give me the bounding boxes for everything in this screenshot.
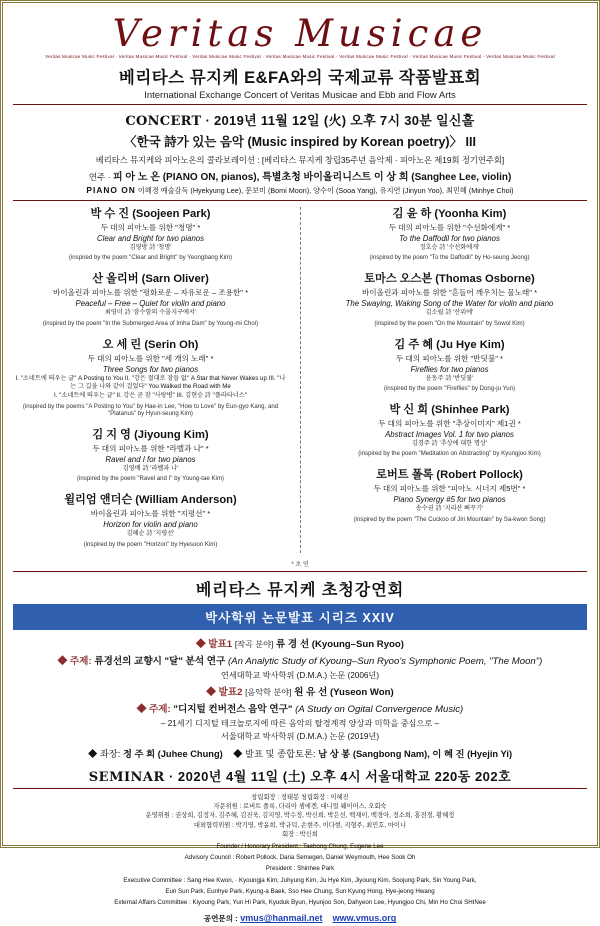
work-inspired-note: (inspired by the poem "Fireflies" by Dong-ju Yun): [383, 385, 516, 393]
seminar-row: [13, 653, 587, 667]
program-item: [312, 401, 587, 457]
performers-label: 연주: [88, 172, 106, 182]
work-source-poem: 김소월 詩 '산위에': [425, 309, 474, 317]
work-title-en: Fireflies for two pianos: [410, 364, 489, 374]
program-item: [13, 270, 288, 326]
seminar-row-text-en: (A Study on Ogital Convergence Music): [295, 703, 464, 715]
program-column-right: [300, 205, 587, 557]
premiere-note: * 초 연: [291, 561, 309, 568]
seminar-panel-mark: ◆ 발표 및 종합토론:: [233, 748, 316, 759]
seminar-footer: SEMINAR · 2020년 4월 11일 (土) 오후 4시 서울대학교 220동 202호: [88, 768, 512, 785]
work-title-en: Clear and Bright for two pianos: [96, 234, 205, 243]
work-title-kr: 바이올린과 피아노를 위한 "지평선" *: [90, 509, 211, 519]
seminar-row-sub2: – 21세기 디지털 테크놀로지에 따른 음악의 탈경계적 양상과 미학을 중심으로 –: [160, 718, 440, 728]
seminar-footer-value: 2020년 4월 11일 (土) 오후 4시 서울대학교 220동 202호: [177, 768, 512, 784]
seminar-row-mark: ◆ 발표1: [196, 638, 233, 650]
seminar-row-marksub: [음악학 분야]: [245, 687, 292, 697]
seminar-row: [13, 636, 587, 650]
contact-row: [13, 912, 587, 926]
seminar-section: [13, 577, 587, 785]
masthead: [13, 12, 587, 201]
contact-separator: [325, 913, 330, 923]
pianoon-label: PIANO ON: [86, 185, 136, 195]
divider-under-header: [13, 200, 587, 201]
work-source-poem: 김영배 詩 '라벨과 나': [122, 464, 179, 472]
work-inspired-note: (inspired by the poem "Horizon" by Hyesoon Kim): [83, 540, 218, 548]
program-item: [13, 426, 288, 482]
work-source-poem: 윤동주 詩 '반딧불': [425, 374, 474, 382]
contact-label: 공연문의 :: [203, 914, 238, 924]
work-inspired-note: (inspired by the poem "In the Submerged Area of Imha Dam" by Young-mi Choi): [42, 319, 259, 327]
composer-name: 윌리엄 앤더슨 (William Anderson): [64, 494, 237, 507]
seminar-title: 베리타스 뮤지케 초청강연회: [195, 581, 405, 599]
seminar-row-text: 류경선의 교향시 "달" 분석 연구: [94, 655, 226, 667]
composer-name: 박 신 희 (Shinhee Park): [389, 404, 510, 417]
program-item: [13, 491, 288, 547]
work-inspired-note: (inspired by the poem "Ravel and I" by Young-tae Kim): [77, 475, 224, 483]
seminar-row-sub: 서울대학교 박사학위 (D.M.A.) 논문 (2019년): [220, 731, 380, 741]
work-source-poem: 김혜순 詩 '지평선': [126, 530, 175, 538]
seminar-chairs-row: [13, 746, 587, 760]
work-source-poem: I. "소네트에 띄우는 글" II. 강은 곧 잠 "사랑병" III. 김현승 詩 "플라타너스": [54, 392, 247, 400]
seminar-row-text-en: (An Analytic Study of Kyoung–Sun Ryoo's Symphonic Poem, "The Moon"): [227, 655, 543, 667]
credit-line-en: President : Shinhee Park: [265, 865, 335, 873]
work-title-en: Ravel and I for two pianos: [105, 454, 196, 464]
concert-line: [13, 110, 587, 129]
performers-value: 피 아 노 온 (PIANO ON, pianos), 특별초청 바이올리니스트 이 상 희 (Sanghee Lee, violin): [112, 172, 512, 183]
seminar-footer-label: SEMINAR: [88, 769, 165, 785]
work-inspired-note: (inspired by the poem "The Cuckoo of Jiri Mountain" by Sa-kwon Song): [353, 515, 546, 523]
divider-mid: [13, 571, 587, 572]
work-source-poem: 김영방 詩 '청명': [129, 244, 172, 251]
festival-strip: Veritas Musicae Music Festival · Veritas Musicae Music Festival · Veritas Musicae Music Festival · Veritas Musicae Music Festival · Veritas Musicae Music Festival · Veritas Musicae Music Festival · Veritas Musicae Music Festival: [45, 54, 555, 59]
seminar-panel-names: 남 상 봉 (Sangbong Nam), 이 혜 진 (Hyejin Yi): [318, 748, 513, 759]
concert-label: CONCERT: [125, 114, 202, 129]
work-title-kr: 두 대의 피아노를 위한 "청명" *: [100, 223, 201, 232]
seminar-row-text: 류 경 선 (Kyoung–Sun Ryoo): [275, 638, 404, 650]
credit-line-en: Eun Sun Park, Eunhye Park, Kyung-a Baek, Sso Hee Chung, Sun Kyung Hong, Hye-jeong Hwang: [165, 887, 435, 895]
work-title-kr: 두 대의 피아노를 위한 "수선화에게" *: [388, 223, 511, 232]
concert-collab: 베리타스 뮤지케와 피아노온의 콜라보레이션 : [베리타스 뮤지케 창립35주년 음악제 · 피아노온 제19회 정기연주회]: [95, 155, 505, 165]
pianoon-line: [13, 185, 587, 196]
credit-line-en: Executive Committee : Sang Hee Kwon, · Kyoungja Kim, Juhyung Kim, Ju Hye Kim, Jiyoung Kim, Soojung Park, Sin Young Park,: [123, 876, 477, 884]
work-title-kr: 두 대의 피아노를 위한 "피아노 시너지 제5번" *: [373, 484, 526, 494]
work-inspired-note: (inspired by the poem "On the Mountain" by Sowol Kim): [374, 319, 525, 327]
work-source-poem: 송수권 詩 '지리산 뻐꾸기': [415, 505, 484, 513]
work-title-kr: 두 대의 피아노를 위한 "반딧불" *: [396, 353, 503, 363]
program-column-left: [13, 205, 300, 557]
seminar-row-mark: ◆ 주제:: [136, 703, 171, 715]
seminar-row: [13, 701, 587, 715]
program-item: [312, 466, 587, 522]
seminar-chair-name: 정 주 희 (Juhee Chung): [122, 748, 223, 759]
credit-line-en: Founder / Honorary President : Taebong Chung, Eugene Lee: [216, 842, 384, 850]
festival-title: Veritas Musicae: [112, 12, 488, 55]
program-item: [312, 205, 587, 261]
work-title-en: Horizon for violin and piano: [103, 520, 198, 530]
composer-name: 김 지 영 (Jiyoung Kim): [92, 428, 209, 441]
program-item: [13, 205, 288, 261]
seminar-series-band: 박사학위 논문발표 시리즈 XXIV: [13, 604, 587, 630]
composer-name: 박 수 진 (Soojeen Park): [90, 208, 211, 220]
seminar-row: [13, 684, 587, 698]
credit-line-en: External Affairs Committee : Kiyoung Park, Yun Hi Park, Kyuduk Byun, Hyunjoo Son, Dahyeon Lee, Hyungjoo Chi, Min Ho Choi SHINee: [114, 899, 486, 907]
work-title-kr: 두 대의 피아노를 위한 "라벨과 나" *: [92, 443, 209, 453]
work-title-en: Piano Synergy #5 for two pianos: [393, 495, 506, 505]
work-title-kr: 두 대의 피아노를 위한 "추상이미지" 제1권 *: [378, 419, 521, 429]
header-korean: 베리타스 뮤지케 E&FA와의 국제교류 작품발표회: [118, 69, 482, 87]
work-title-en: Peaceful – Free – Quiet for violin and piano: [75, 299, 226, 309]
credit-line: 운영위원 : 권상희, 김정자, 김주혜, 김진욱, 김지영, 박수정, 박신희, 박은선, 백재이, 백경아, 정소희, 홍전경, 황혜정: [145, 812, 455, 820]
composer-name: 오 세 린 (Serin Oh): [102, 338, 199, 351]
work-inspired-note: (inspired by the poem "Clear and Bright" by Yeongbang Kim): [68, 254, 233, 262]
contact-email[interactable]: vmus@hanmail.net: [240, 913, 323, 924]
work-title-en: Abstract Images Vol. 1 for two pianos: [385, 430, 514, 440]
seminar-row-mark: ◆ 주제:: [57, 655, 92, 667]
header-english: International Exchange Concert of Veritas Musicae and Ebb and Flow Arts: [144, 90, 456, 101]
seminar-row-mark: ◆ 발표2: [206, 686, 243, 698]
seminar-chair-mark: ◆ 좌장:: [87, 748, 121, 759]
seminar-row-text: "디지털 컨버전스 음악 연구": [173, 703, 293, 715]
contact-website[interactable]: www.vmus.org: [332, 913, 397, 924]
work-title-en: To the Daffodil for two pianos: [399, 234, 500, 243]
work-source-poem: 최영미 詩 '잠수함의 수몰지구에서': [104, 309, 197, 317]
concert-dot: ·: [205, 113, 211, 128]
seminar-row-marksub: [작곡 분야]: [234, 639, 274, 649]
program-item: [312, 336, 587, 392]
composer-name: 김 주 혜 (Ju Hye Kim): [394, 338, 505, 351]
work-title-en: The Swaying, Waking Song of the Water for violin and piano: [345, 299, 554, 309]
work-title-kr: 두 대의 피아노를 위한 "세 개의 노래" *: [87, 353, 214, 363]
program-column-divider: [300, 207, 301, 553]
credit-line: 창립회장 : 정태봉 청립회장 : 이혜진: [251, 793, 349, 801]
work-inspired-note: (inspired by the poems "A Posting to You" by Hae-in Lee, "How to Love" by Eun-gyo Kang, and "Platanus" by Hyun-seung Kim): [22, 402, 279, 417]
work-title-en: Three Songs for two pianos: [102, 364, 199, 374]
pianoon-members: 이혜경 예술감독 (Hyekyung Lee), 문보미 (Bomi Moon), 양수이 (Sooa Yang), 유지연 (Jinyun Yoo), 최민혜 (Minhye Choi): [137, 186, 514, 195]
work-inspired-note: (inspired by the poem "Meditation on Abstracting" by Kyungjoo Kim): [358, 450, 541, 458]
program-item: [13, 336, 288, 417]
work-inspired-note: (inspired by the poem "To the Daffodil" by Ho-seung Jeong): [369, 254, 530, 262]
credit-line: 자문위원 : 로버트 폴록, 다리아 셈에겐, 대니얼 웨이머스, 오회숙: [213, 802, 387, 810]
credit-chair: 회장 : 박신희: [282, 831, 318, 839]
composer-name: 로버트 폴록 (Robert Pollock): [376, 469, 523, 482]
work-title-kr: 바이올린과 피아노를 위한 "흔들어 깨우치는 물노래" *: [361, 288, 538, 298]
work-title-kr: 바이올린과 피아노를 위한 "평화로운 – 자유로운 – 조용한" *: [52, 288, 249, 298]
credit-line-en: Advisory Council : Robert Pollock, Daria Semegen, Daniel Weymouth, Hee Sook Oh: [184, 854, 416, 861]
work-source-poem: 김경주 詩 '추상에 대한 명상': [411, 440, 488, 448]
composer-name: 김 윤 하 (Yoonha Kim): [392, 208, 507, 220]
seminar-row-text: 원 유 선 (Yuseon Won): [294, 686, 394, 698]
concert-date: 2019년 11월 12일 (火) 오후 7시 30분 일신홀: [214, 113, 475, 128]
work-movements: I. "소네트에 띄우는 글" A Posting to You II. "강은 절대로 잠들 없" A Star that Never Wakes up III. "나는 그 길을 나와 같이 걸었다" You Walked the Road with Me: [15, 374, 286, 391]
concert-performers: 연주 · 피 아 노 온 (PIANO ON, pianos), 특별초청 바이올리니스트 이 상 희 (Sanghee Lee, violin): [88, 172, 512, 183]
credit-line: 대외협력위원 : 박기영, 박윤희, 박규덕, 손현주, 이다현, 지형주, 최민호, 마이니: [193, 821, 407, 829]
seminar-row-sub: 연세대학교 박사학위 (D.M.A.) 논문 (2006년): [220, 670, 380, 680]
composer-name: 산 올리버 (Sarn Oliver): [92, 273, 209, 286]
work-source-poem: 정호승 詩 '수선화에게': [419, 244, 480, 251]
credits-section: [13, 793, 587, 926]
program-section: [13, 205, 587, 557]
divider-top: [13, 104, 587, 105]
divider-bottom: [13, 788, 587, 789]
concert-theme: 〈한국 詩가 있는 음악 (Music inspired by Korean poetry)〉 III: [124, 135, 476, 149]
composer-name: 토마스 오스본 (Thomas Osborne): [364, 273, 535, 286]
program-item: [312, 270, 587, 326]
